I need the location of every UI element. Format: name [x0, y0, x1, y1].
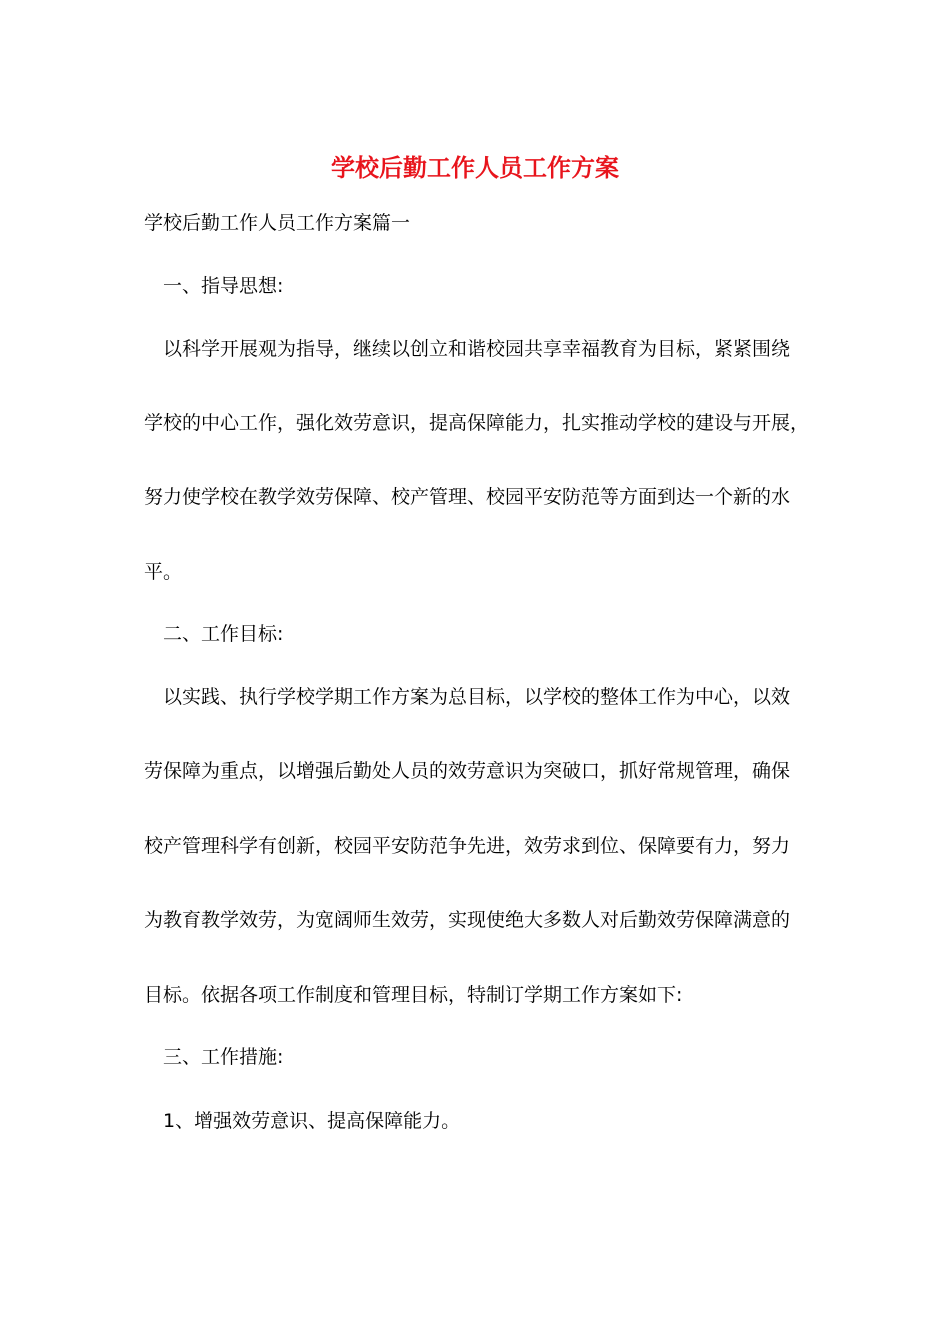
paragraph-line: 平。: [144, 561, 183, 583]
section-heading-work-measures: 三、工作措施:: [163, 1046, 284, 1068]
document-title: 学校后勤工作人员工作方案: [331, 153, 619, 182]
section-heading-work-goals: 二、工作目标:: [163, 623, 284, 645]
list-item: 1、增强效劳意识、提高保障能力。: [163, 1110, 461, 1132]
paragraph-line: 以科学开展观为指导，继续以创立和谐校园共享幸福教育为目标，紧紧围绕: [163, 338, 791, 360]
paragraph-line: 校产管理科学有创新，校园平安防范争先进，效劳求到位、保障要有力，努力: [144, 835, 791, 857]
section-heading-guiding-ideology: 一、指导思想:: [163, 275, 284, 297]
paragraph-line: 为教育教学效劳，为宽阔师生效劳，实现使绝大多数人对后勤效劳保障满意的: [144, 909, 791, 931]
paragraph-line: 以实践、执行学校学期工作方案为总目标，以学校的整体工作为中心，以效: [163, 686, 791, 708]
paragraph-line: 目标。依据各项工作制度和管理目标，特制订学期工作方案如下:: [144, 984, 683, 1006]
document-subtitle: 学校后勤工作人员工作方案篇一: [144, 212, 411, 234]
paragraph-line: 劳保障为重点，以增强后勤处人员的效劳意识为突破口，抓好常规管理，确保: [144, 760, 791, 782]
paragraph-line: 学校的中心工作，强化效劳意识，提高保障能力，扎实推动学校的建设与开展，: [144, 412, 810, 434]
paragraph-line: 努力使学校在教学效劳保障、校产管理、校园平安防范等方面到达一个新的水: [144, 486, 791, 508]
